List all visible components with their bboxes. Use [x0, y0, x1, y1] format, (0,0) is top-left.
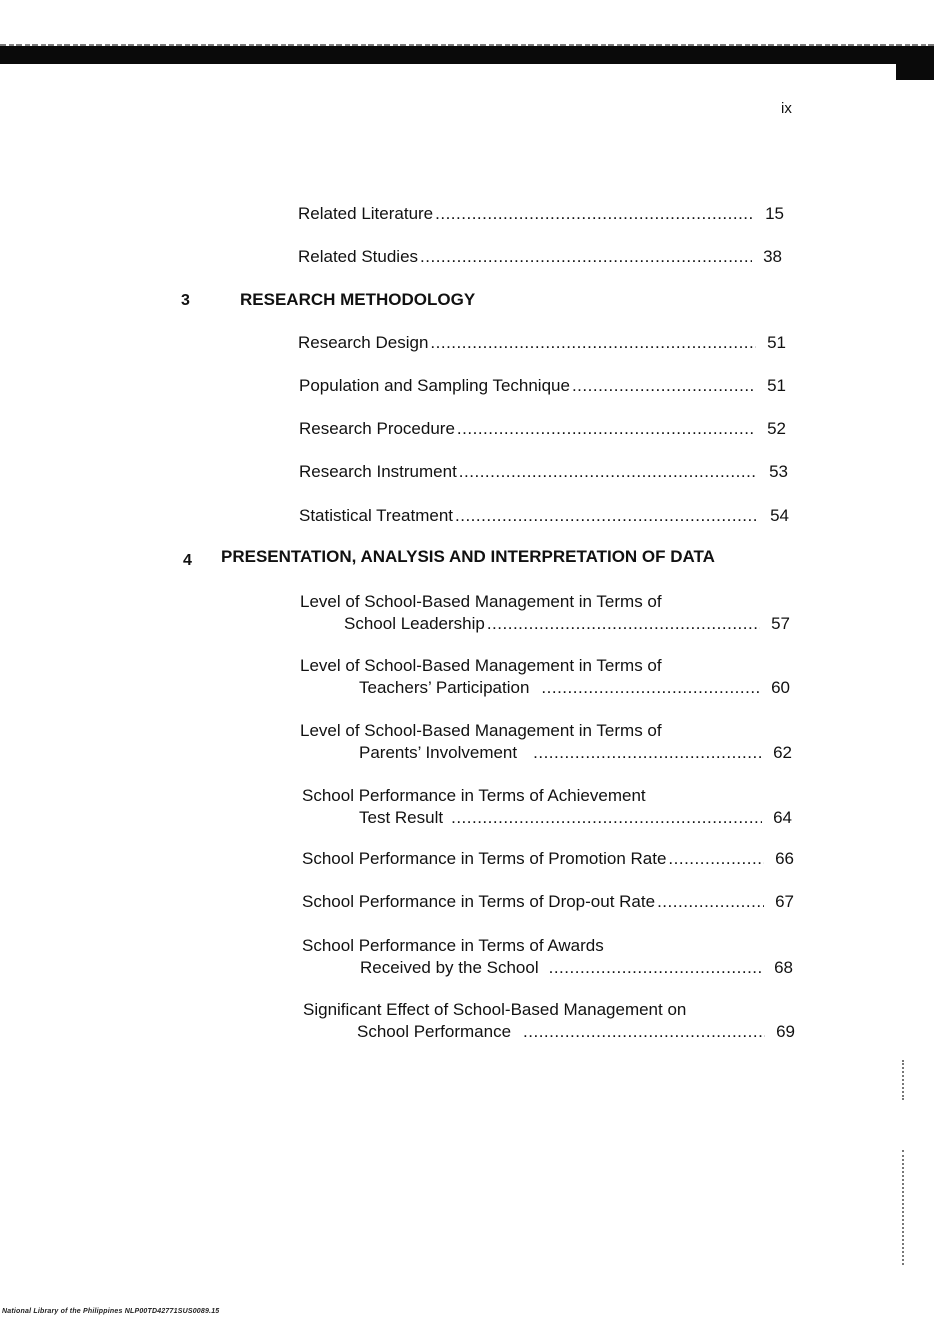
dot-leader [541, 677, 760, 699]
toc-entry [303, 999, 795, 1043]
toc-entry-page: 69 [776, 1022, 795, 1041]
toc-entry-title: School Performance in Terms of Promotion Rate [302, 849, 667, 868]
toc-entry-title: Level of School-Based Management in Terms of [300, 656, 662, 675]
toc-entry-page: 60 [771, 678, 790, 697]
toc-entry-title-cont: School Leadership [344, 614, 485, 633]
toc-entry-page: 52 [767, 419, 786, 438]
toc-entry-page: 67 [775, 892, 794, 911]
toc-entry-title: Research Procedure [299, 419, 455, 438]
toc-entry [302, 785, 792, 829]
dot-leader [457, 418, 756, 440]
toc-entry-page: 53 [769, 462, 788, 481]
toc-entry-page: 64 [773, 808, 792, 827]
toc-entry [299, 461, 788, 483]
toc-entry-page: 54 [770, 506, 789, 525]
toc-entry-title: Research Instrument [299, 462, 457, 481]
toc-entry-title-cont: Parents’ Involvement [359, 743, 518, 762]
toc-entry [302, 891, 794, 913]
toc-entry-page: 38 [763, 247, 782, 266]
toc-entry [300, 720, 792, 764]
toc-entry-title: Related Literature [298, 204, 434, 223]
scan-top-right-mark [896, 46, 934, 80]
toc-entry-title-cont: Teachers’ Participation [359, 678, 530, 697]
toc-entry-title: Statistical Treatment [299, 506, 454, 525]
dot-leader [435, 203, 754, 225]
toc-entry [300, 655, 790, 699]
chapter-title: PRESENTATION, ANALYSIS AND INTERPRETATION OF DATA [221, 547, 715, 566]
dot-leader [572, 375, 756, 397]
toc-entry-page: 57 [771, 614, 790, 633]
toc-entry-page: 68 [774, 958, 793, 977]
toc-entry-title: Level of School-Based Management in Terms of [300, 721, 662, 740]
toc-entry-title: School Performance in Terms of Awards [302, 936, 604, 955]
toc-entry-title-cont: Test Result [359, 808, 444, 827]
scan-edge-artifact [902, 1060, 934, 1100]
toc-entry-page: 15 [765, 204, 784, 223]
toc-entry-title: Population and Sampling Technique [299, 376, 570, 395]
toc-entry [298, 203, 784, 225]
toc-entry-title: Related Studies [298, 247, 419, 266]
dot-leader [487, 613, 760, 635]
scan-edge-artifact [902, 1150, 934, 1265]
footer-watermark: National Library of the Philippines NLP00TD42771SUS0089.15 [2, 1308, 220, 1315]
toc-entry [302, 935, 793, 979]
dot-leader [451, 807, 762, 829]
dot-leader [549, 957, 763, 979]
chapter-number: 3 [181, 292, 190, 309]
page-number: ix [781, 100, 792, 117]
toc-entry-page: 51 [767, 376, 786, 395]
dot-leader [657, 891, 764, 913]
toc-entry-page: 62 [773, 743, 792, 762]
dot-leader [459, 461, 758, 483]
toc-entry-title-cont: School Performance [357, 1022, 512, 1041]
toc-entry [298, 332, 786, 354]
toc-entry [300, 591, 790, 635]
toc-entry [299, 418, 786, 440]
dot-leader [430, 332, 756, 354]
toc-entry-title: Level of School-Based Management in Terms of [300, 592, 662, 611]
dot-leader [523, 1021, 765, 1043]
toc-entry [302, 848, 794, 870]
toc-entry [298, 246, 782, 268]
toc-entry-title-cont: Received by the School [360, 958, 539, 977]
toc-entry-title: School Performance in Terms of Drop-out Rate [302, 892, 656, 911]
dot-leader [668, 848, 764, 870]
toc-entry-title: School Performance in Terms of Achievement [302, 786, 646, 805]
dot-leader [455, 505, 759, 527]
chapter-number: 4 [183, 552, 192, 569]
dot-leader [420, 246, 752, 268]
toc-entry-title: Research Design [298, 333, 429, 352]
toc-entry [299, 375, 786, 397]
toc-entry [299, 505, 789, 527]
scan-top-bar [0, 46, 934, 64]
toc-entry-page: 66 [775, 849, 794, 868]
chapter-title: RESEARCH METHODOLOGY [240, 290, 476, 309]
toc-entry-page: 51 [767, 333, 786, 352]
dot-leader [533, 742, 762, 764]
toc-entry-title: Significant Effect of School-Based Management on [303, 1000, 687, 1019]
